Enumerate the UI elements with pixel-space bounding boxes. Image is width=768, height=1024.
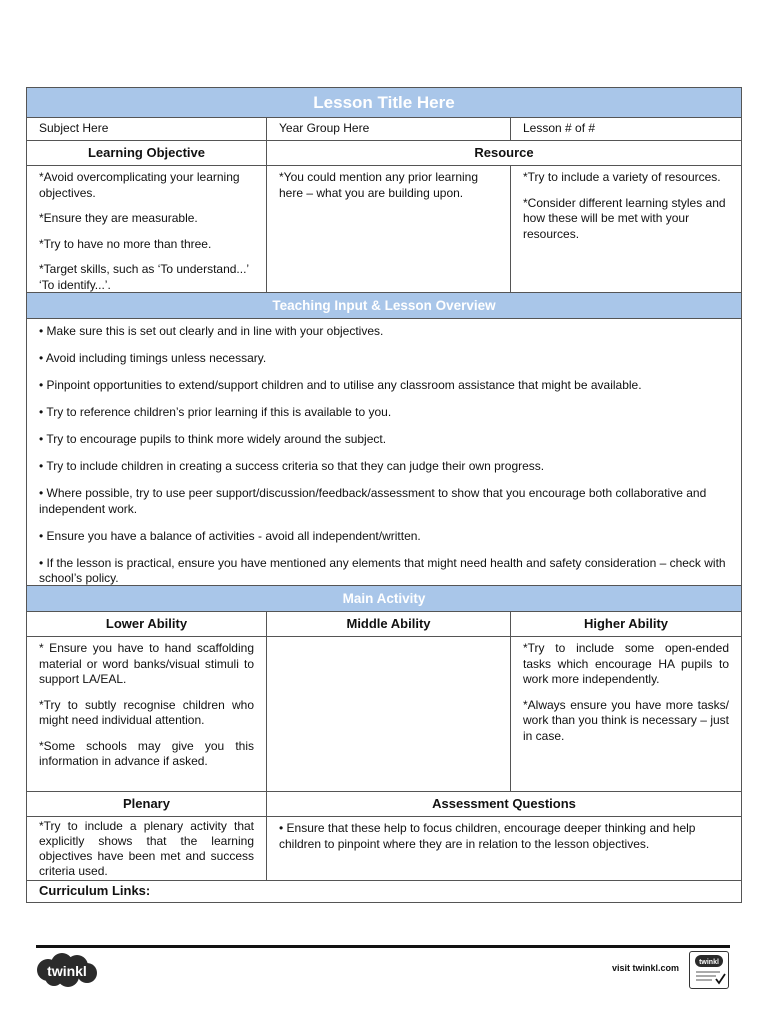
resource-item: *Try to include a variety of resources. (523, 170, 721, 184)
plenary-cell (27, 817, 267, 880)
lower-ability-item: *Try to subtly recognise children who might need individual attention. (39, 697, 254, 727)
plenary-header-row (27, 792, 741, 817)
overview-item: • Try to encourage pupils to think more widely around the subject. (39, 432, 387, 446)
objective-item: *Try to have no more than three. (39, 236, 212, 251)
ability-header-row (27, 612, 741, 637)
objective-item: *Ensure they are measurable. (39, 211, 198, 225)
year-group-field: Year Group Here (267, 118, 511, 140)
lower-ability-header: Lower Ability (27, 612, 267, 636)
higher-ability-cell (511, 637, 741, 791)
overview-cell (27, 319, 741, 586)
higher-ability-item: *Try to include some open-ended tasks which encourage HA pupils to work more independently. (523, 641, 729, 686)
lesson-title: Lesson Title Here (27, 88, 741, 118)
overview-item: • Try to include children in creating a success criteria so that they can judge their own progress. (39, 459, 545, 473)
footer-divider (36, 945, 730, 948)
prior-learning-cell (267, 166, 511, 292)
plenary-body-row (27, 817, 741, 881)
overview-item: • Avoid including timings unless necessary. (39, 351, 267, 365)
visit-website-link[interactable]: visit twinkl.com (612, 963, 680, 973)
plenary-text: *Try to include a plenary activity that explicitly shows that the learning objectives have been met and success criteria used. (39, 819, 254, 878)
objective-item: *Target skills, such as ‘To understand...’ ‘To identify...’. (39, 262, 249, 292)
lower-ability-item: *Some schools may give you this information in advance if asked. (39, 738, 254, 768)
badge-text: twinkl (699, 959, 719, 966)
assessment-text: • Ensure that these help to focus children, encourage deeper thinking and help children to pinpoint where they are in relation to the lesson objectives. (279, 821, 696, 851)
curriculum-links-label: Curriculum Links: (39, 883, 151, 898)
middle-ability-cell (267, 637, 511, 791)
curriculum-row (27, 881, 741, 902)
lower-ability-cell (27, 637, 267, 791)
objectives-cell (27, 166, 267, 292)
objective-item: *Avoid overcomplicating your learning objectives. (39, 170, 240, 200)
lesson-info-row (27, 118, 741, 141)
lesson-plan-table (26, 87, 742, 903)
prior-learning-text: *You could mention any prior learning here – what you are building upon. (279, 170, 479, 200)
quality-standard-badge (689, 951, 729, 989)
resources-cell (511, 166, 741, 292)
overview-item: • If the lesson is practical, ensure you have mentioned any elements that might need health and safety consideration – check with school’s policy. (39, 555, 726, 585)
teaching-input-header: Teaching Input & Lesson Overview (27, 293, 741, 319)
objective-body-row (27, 166, 741, 293)
logo-text: twinkl (47, 963, 87, 979)
main-activity-header: Main Activity (27, 586, 741, 612)
lesson-number-field: Lesson # of # (523, 121, 596, 135)
plenary-header: Plenary (27, 792, 267, 816)
overview-item: • Make sure this is set out clearly and in line with your objectives. (39, 324, 384, 338)
overview-item: • Try to reference children’s prior learning if this is available to you. (39, 405, 392, 419)
objective-header-row (27, 141, 741, 166)
twinkl-logo-icon[interactable] (36, 952, 98, 988)
ability-body-row (27, 637, 741, 792)
assessment-cell (267, 817, 741, 880)
resource-header: Resource (474, 145, 534, 160)
higher-ability-item: *Always ensure you have more tasks/ work than you think is necessary – just in case. (523, 697, 729, 743)
overview-item: • Pinpoint opportunities to extend/support children and to utilise any classroom assistance that might be available. (39, 378, 642, 392)
overview-item: • Ensure you have a balance of activities - avoid all independent/written. (39, 528, 421, 543)
learning-objective-header: Learning Objective (27, 141, 267, 165)
assessment-questions-header: Assessment Questions (432, 796, 576, 811)
middle-ability-header: Middle Ability (267, 612, 511, 636)
resource-item: *Consider different learning styles and how these will be met with your resources. (523, 195, 726, 241)
higher-ability-header: Higher Ability (583, 616, 669, 631)
subject-field: Subject Here (27, 118, 267, 140)
lower-ability-item: * Ensure you have to hand scaffolding material or word banks/visual stimuli to support LA/EAL. (39, 641, 254, 686)
overview-item: • Where possible, try to use peer support/discussion/feedback/assessment to show that you encourage both collaborative and independent work. (39, 486, 707, 516)
quality-badge-icon (690, 952, 728, 988)
